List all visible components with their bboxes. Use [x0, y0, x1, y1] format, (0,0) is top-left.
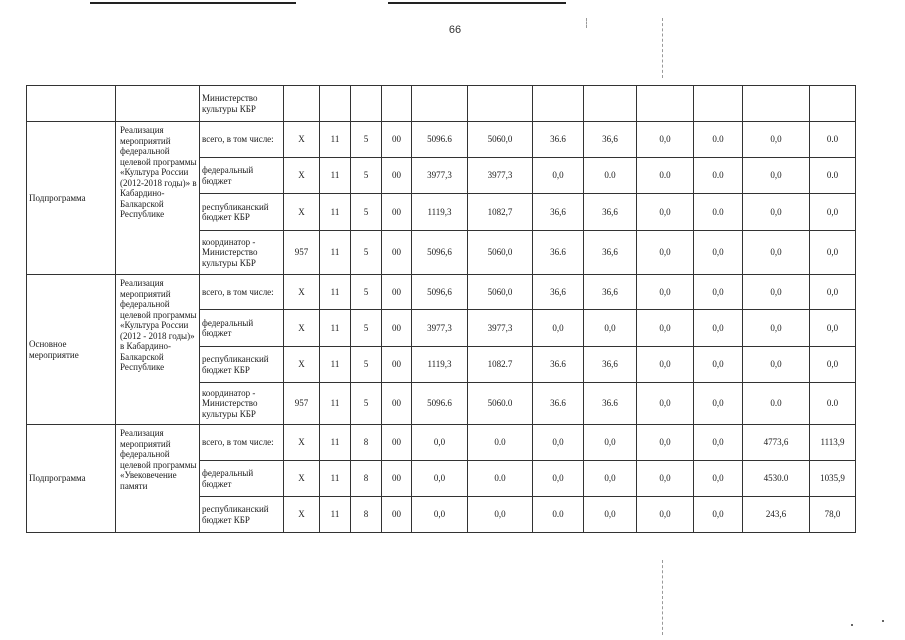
- value-cell: 0.0: [468, 425, 533, 461]
- value-cell: 0,0: [584, 310, 637, 347]
- value-cell: 5060.0: [468, 383, 533, 425]
- value-cell: 0,0: [637, 122, 694, 158]
- value-cell: 00: [382, 231, 412, 275]
- value-cell: 0.0: [694, 158, 743, 194]
- code-cell: 957: [284, 383, 320, 425]
- value-cell: 36,6: [533, 275, 584, 310]
- value-cell: 36.6: [533, 347, 584, 383]
- scan-mark: [851, 624, 853, 626]
- value-cell: 0,0: [584, 497, 637, 533]
- value-cell: 36.6: [533, 231, 584, 275]
- code-cell: 5: [351, 122, 382, 158]
- value-cell: 00: [382, 347, 412, 383]
- code-cell: 11: [320, 383, 351, 425]
- value-cell: 00: [382, 158, 412, 194]
- scan-mark: [662, 560, 663, 635]
- table-cell: [351, 86, 382, 122]
- scan-mark: [586, 18, 587, 28]
- value-cell: 5096.6: [412, 383, 468, 425]
- value-cell: 0,0: [637, 347, 694, 383]
- code-cell: 8: [351, 425, 382, 461]
- value-cell: 0,0: [468, 497, 533, 533]
- value-cell: 36,6: [584, 194, 637, 231]
- value-cell: 0.0: [694, 122, 743, 158]
- value-cell: 0,0: [810, 310, 856, 347]
- value-cell: 0.0: [810, 122, 856, 158]
- value-cell: 0.0: [468, 461, 533, 497]
- value-cell: 0,0: [810, 275, 856, 310]
- value-cell: 78,0: [810, 497, 856, 533]
- value-cell: 5060,0: [468, 122, 533, 158]
- value-cell: 5096,6: [412, 275, 468, 310]
- value-cell: 0,0: [533, 158, 584, 194]
- code-cell: X: [284, 275, 320, 310]
- value-cell: 00: [382, 194, 412, 231]
- code-cell: 11: [320, 497, 351, 533]
- value-cell: 0,0: [694, 231, 743, 275]
- value-cell: 0,0: [694, 310, 743, 347]
- measure-cell: координатор - Министерство культуры КБР: [200, 231, 284, 275]
- value-cell: 36,6: [584, 275, 637, 310]
- value-cell: 0.0: [810, 158, 856, 194]
- value-cell: 1082,7: [468, 194, 533, 231]
- value-cell: 5096,6: [412, 231, 468, 275]
- measure-cell: федеральный бюджет: [200, 310, 284, 347]
- code-cell: 8: [351, 461, 382, 497]
- value-cell: 243,6: [743, 497, 810, 533]
- measure-cell: федеральный бюджет: [200, 158, 284, 194]
- value-cell: 0,0: [810, 194, 856, 231]
- value-cell: 36,6: [584, 347, 637, 383]
- value-cell: 36.6: [584, 383, 637, 425]
- value-cell: 5060,0: [468, 275, 533, 310]
- value-cell: 0,0: [743, 275, 810, 310]
- value-cell: 0,0: [743, 122, 810, 158]
- table-row: [27, 425, 856, 461]
- top-border-line: [90, 2, 296, 4]
- scan-mark: [662, 18, 663, 78]
- value-cell: 1119,3: [412, 194, 468, 231]
- table-cell: [27, 86, 116, 122]
- value-cell: 0,0: [637, 383, 694, 425]
- value-cell: 36,6: [533, 194, 584, 231]
- code-cell: 11: [320, 231, 351, 275]
- measure-cell: республиканский бюджет КБР: [200, 194, 284, 231]
- code-cell: 11: [320, 347, 351, 383]
- table-cell: [533, 86, 584, 122]
- value-cell: 36.6: [533, 122, 584, 158]
- value-cell: 0.0: [637, 158, 694, 194]
- value-cell: 0.0: [743, 383, 810, 425]
- table-cell: [382, 86, 412, 122]
- code-cell: X: [284, 497, 320, 533]
- value-cell: 4530.0: [743, 461, 810, 497]
- value-cell: 0,0: [533, 461, 584, 497]
- value-cell: 00: [382, 122, 412, 158]
- code-cell: X: [284, 122, 320, 158]
- value-cell: 0.0: [584, 158, 637, 194]
- code-cell: X: [284, 310, 320, 347]
- measure-cell: всего, в том числе:: [200, 275, 284, 310]
- code-cell: 5: [351, 347, 382, 383]
- value-cell: 4773,6: [743, 425, 810, 461]
- section-type-cell: Подпрограмма: [27, 425, 116, 533]
- code-cell: 11: [320, 158, 351, 194]
- program-name-cell: Реализация мероприятий федеральной целевой программы «Увековечение памяти: [116, 425, 200, 533]
- value-cell: 0,0: [412, 425, 468, 461]
- value-cell: 00: [382, 275, 412, 310]
- table-cell: [743, 86, 810, 122]
- value-cell: 5096.6: [412, 122, 468, 158]
- table-cell: [694, 86, 743, 122]
- value-cell: 1035,9: [810, 461, 856, 497]
- code-cell: X: [284, 425, 320, 461]
- table-row: [27, 275, 856, 310]
- value-cell: 36,6: [584, 231, 637, 275]
- value-cell: 0,0: [637, 194, 694, 231]
- value-cell: 0,0: [694, 425, 743, 461]
- measure-cell: Министерство культуры КБР: [200, 86, 284, 122]
- value-cell: 0,0: [810, 347, 856, 383]
- code-cell: 11: [320, 425, 351, 461]
- value-cell: 5060,0: [468, 231, 533, 275]
- code-cell: 5: [351, 231, 382, 275]
- table-cell: [584, 86, 637, 122]
- value-cell: 0,0: [412, 461, 468, 497]
- value-cell: 3977,3: [468, 158, 533, 194]
- code-cell: 5: [351, 383, 382, 425]
- code-cell: X: [284, 158, 320, 194]
- section-type-cell: Подпрограмма: [27, 122, 116, 275]
- program-name-cell: Реализация мероприятий федеральной целевой программы «Культура России (2012 - 2018 годы)» в Кабардино-Балкарской Республике: [116, 275, 200, 425]
- value-cell: 0,0: [694, 461, 743, 497]
- value-cell: 00: [382, 310, 412, 347]
- value-cell: 36.6: [533, 383, 584, 425]
- measure-cell: республиканский бюджет КБР: [200, 347, 284, 383]
- code-cell: X: [284, 461, 320, 497]
- table-body: [27, 86, 856, 533]
- value-cell: 0,0: [694, 275, 743, 310]
- value-cell: 0,0: [584, 425, 637, 461]
- measure-cell: федеральный бюджет: [200, 461, 284, 497]
- table-cell: [116, 86, 200, 122]
- value-cell: 0,0: [694, 347, 743, 383]
- value-cell: 0,0: [743, 347, 810, 383]
- code-cell: 11: [320, 122, 351, 158]
- code-cell: 5: [351, 158, 382, 194]
- measure-cell: всего, в том числе:: [200, 122, 284, 158]
- value-cell: 0,0: [412, 497, 468, 533]
- code-cell: 957: [284, 231, 320, 275]
- measure-cell: координатор - Министерство культуры КБР: [200, 383, 284, 425]
- value-cell: 0,0: [743, 158, 810, 194]
- value-cell: 1113,9: [810, 425, 856, 461]
- value-cell: 0.0: [533, 497, 584, 533]
- value-cell: 0,0: [584, 461, 637, 497]
- code-cell: 11: [320, 194, 351, 231]
- table-row: [27, 86, 856, 122]
- value-cell: 00: [382, 497, 412, 533]
- code-cell: 5: [351, 194, 382, 231]
- scan-mark: [882, 620, 884, 622]
- value-cell: 0,0: [533, 425, 584, 461]
- value-cell: 0.0: [810, 383, 856, 425]
- value-cell: 36,6: [584, 122, 637, 158]
- top-border-line: [388, 2, 566, 4]
- value-cell: 0,0: [637, 461, 694, 497]
- code-cell: 11: [320, 461, 351, 497]
- page-number: 66: [448, 24, 462, 36]
- code-cell: 8: [351, 497, 382, 533]
- value-cell: 00: [382, 461, 412, 497]
- value-cell: 00: [382, 383, 412, 425]
- value-cell: 3977,3: [412, 158, 468, 194]
- measure-cell: республиканский бюджет КБР: [200, 497, 284, 533]
- value-cell: 0.0: [694, 194, 743, 231]
- value-cell: 0,0: [694, 497, 743, 533]
- table-cell: [412, 86, 468, 122]
- value-cell: 0,0: [637, 275, 694, 310]
- code-cell: 11: [320, 275, 351, 310]
- measure-cell: всего, в том числе:: [200, 425, 284, 461]
- value-cell: 1082.7: [468, 347, 533, 383]
- code-cell: X: [284, 194, 320, 231]
- value-cell: 0,0: [694, 383, 743, 425]
- table-cell: [810, 86, 856, 122]
- table-cell: [320, 86, 351, 122]
- code-cell: X: [284, 347, 320, 383]
- code-cell: 5: [351, 310, 382, 347]
- value-cell: 0,0: [533, 310, 584, 347]
- section-type-cell: Основное мероприятие: [27, 275, 116, 425]
- budget-table: [26, 85, 856, 533]
- code-cell: 11: [320, 310, 351, 347]
- value-cell: 0,0: [743, 310, 810, 347]
- table-row: [27, 122, 856, 158]
- code-cell: 5: [351, 275, 382, 310]
- value-cell: 0,0: [637, 497, 694, 533]
- value-cell: 3977,3: [468, 310, 533, 347]
- value-cell: 00: [382, 425, 412, 461]
- program-name-cell: Реализация мероприятий федеральной целевой программы «Культура России (2012-2018 годы)» в Кабардино-Балкарской Республике: [116, 122, 200, 275]
- value-cell: 0,0: [743, 194, 810, 231]
- value-cell: 0,0: [637, 310, 694, 347]
- budget-table-wrap: [26, 85, 856, 533]
- value-cell: 0,0: [637, 231, 694, 275]
- table-cell: [284, 86, 320, 122]
- value-cell: 0,0: [743, 231, 810, 275]
- value-cell: 0,0: [637, 425, 694, 461]
- table-cell: [637, 86, 694, 122]
- value-cell: 0,0: [810, 231, 856, 275]
- value-cell: 1119,3: [412, 347, 468, 383]
- value-cell: 3977,3: [412, 310, 468, 347]
- table-cell: [468, 86, 533, 122]
